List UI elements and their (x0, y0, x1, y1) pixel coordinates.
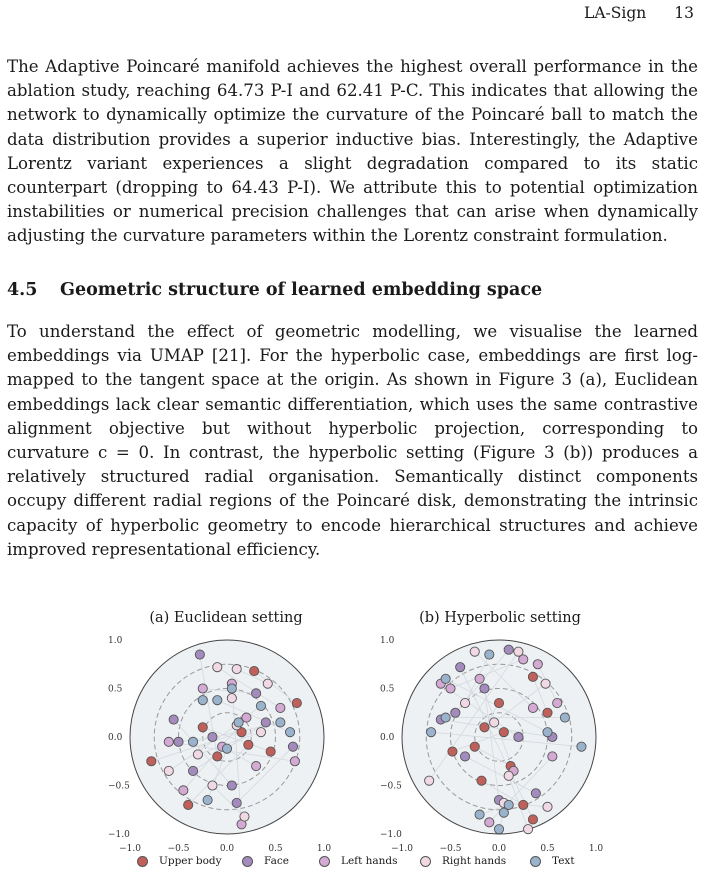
legend-marker-upper-body (137, 856, 148, 867)
point-b-upper-body-4 (470, 742, 479, 751)
legend-marker-text (530, 856, 541, 867)
point-a-text-6 (256, 701, 265, 710)
point-b-upper-body-0 (480, 723, 489, 732)
section-title: Geometric structure of learned embedding space (60, 280, 543, 300)
point-a-upper-body-8 (213, 752, 222, 761)
point-b-right-hands-5 (541, 679, 550, 688)
point-b-text-10 (543, 728, 552, 737)
figure-b-title: (b) Hyperbolic setting (419, 610, 581, 626)
point-a-face-1 (169, 715, 178, 724)
point-b-right-hands-8 (524, 825, 533, 834)
point-a-text-1 (213, 696, 222, 705)
point-b-upper-body-9 (448, 747, 457, 756)
xtick-b-2: 0.0 (491, 844, 507, 854)
point-a-upper-body-0 (250, 666, 259, 675)
ytick-b-1: −0.5 (380, 781, 402, 792)
ytick-a-1: −0.5 (108, 781, 130, 792)
ytick-a-0: −1.0 (108, 830, 130, 840)
point-a-upper-body-3 (147, 757, 156, 766)
point-a-face-3 (261, 718, 270, 727)
point-b-upper-body-8 (499, 728, 508, 737)
section-heading (7, 280, 542, 300)
point-b-text-2 (560, 713, 569, 722)
point-a-upper-body-1 (292, 698, 301, 707)
point-a-face-5 (288, 742, 297, 751)
point-a-face-0 (195, 650, 204, 659)
point-a-left-hands-5 (179, 786, 188, 795)
point-a-right-hands-1 (232, 665, 241, 674)
point-b-upper-body-1 (494, 698, 503, 707)
point-a-upper-body-7 (266, 747, 275, 756)
point-a-text-9 (198, 696, 207, 705)
figure-legend (130, 855, 590, 871)
point-a-face-9 (252, 689, 261, 698)
point-a-upper-body-6 (198, 723, 207, 732)
legend-item-right-hands (420, 855, 506, 867)
point-a-left-hands-0 (198, 684, 207, 693)
point-b-face-0 (456, 663, 465, 672)
point-b-text-7 (475, 810, 484, 819)
point-a-text-7 (276, 718, 285, 727)
point-a-right-hands-6 (256, 728, 265, 737)
point-b-left-hands-2 (553, 698, 562, 707)
point-b-upper-body-10 (528, 815, 537, 824)
page-number: 13 (674, 4, 694, 22)
point-b-left-hands-8 (548, 752, 557, 761)
legend-label-face: Face (264, 855, 289, 867)
ytick-b-4: 1.0 (380, 636, 395, 646)
paragraph-geometry: To understand the effect of geometric modelling, we visualise the learned embeddings via UMAP [21]. For the hyperbolic case, embeddings are first log-mapped to the tangent space at the origin. As shown in Figure 3 (a), Euclidean embeddings lack clear semantic differentiation, which uses the same contrastive alignment objective but without hyperbolic projection, corresponding to curvature c = 0. In contrast, the hyperbolic setting (Figure 3 (b)) produces a relatively structured radial organisation. Semantically distinct components occupy different radial regions of the Poincaré disk, demonstrating the intrinsic capacity of hyperbolic geometry to encode hierarchical structures and achieve improved representational efficiency. (7, 322, 698, 559)
point-b-text-1 (441, 713, 450, 722)
xtick-a-1: −0.5 (167, 844, 190, 854)
point-b-right-hands-2 (425, 776, 434, 785)
point-a-upper-body-4 (184, 800, 193, 809)
legend-marker-face (242, 856, 253, 867)
point-a-text-0 (227, 684, 236, 693)
legend-label-upper-body: Upper body (159, 855, 222, 867)
point-b-face-5 (460, 752, 469, 761)
point-a-text-2 (285, 728, 294, 737)
xtick-b-0: −1.0 (391, 844, 413, 854)
point-b-text-5 (494, 825, 503, 834)
point-a-right-hands-7 (240, 812, 249, 821)
xtick-a-3: 0.5 (268, 844, 283, 854)
point-a-upper-body-5 (244, 740, 253, 749)
point-b-text-0 (485, 650, 494, 659)
point-b-right-hands-7 (504, 771, 513, 780)
running-head (294, 4, 694, 22)
ytick-b-2: 0.0 (380, 733, 395, 743)
point-b-left-hands-7 (485, 818, 494, 827)
legend-item-text (530, 855, 575, 867)
legend-label-text: Text (552, 855, 575, 867)
paragraph-ablation: The Adaptive Poincaré manifold achieves the highest overall performance in the ablation study, reaching 64.73 P-I and 62.41 P-C. This indicates that allowing the network to dynamically optimize the curvature of the Poincaré ball to match the data distribution provides a superior inductive bias. Interestingly, the Adaptive Lorentz variant experiences a slight degradation compared to its static counterpart (dropping to 64.43 P-I). We attribute this to potential optimization instabilities or numerical precision challenges that can arise when dynamically adjusting the curvature parameters within the Lorentz constraint formulation. (7, 57, 698, 246)
point-b-text-4 (427, 728, 436, 737)
xtick-b-3: 0.5 (540, 844, 555, 854)
point-b-face-6 (531, 789, 540, 798)
point-b-text-9 (441, 674, 450, 683)
legend-marker-right-hands (420, 856, 431, 867)
figure-3-plots (0, 630, 704, 855)
point-b-text-8 (504, 800, 513, 809)
section-number: 4.5 (7, 280, 38, 300)
point-a-left-hands-4 (164, 737, 173, 746)
running-head-title: LA-Sign (584, 4, 647, 22)
legend-item-upper-body (137, 855, 222, 867)
point-b-upper-body-3 (543, 708, 552, 717)
point-b-face-8 (480, 684, 489, 693)
point-a-face-7 (174, 737, 183, 746)
point-b-right-hands-3 (543, 802, 552, 811)
point-a-text-8 (188, 737, 197, 746)
point-b-right-hands-0 (470, 647, 479, 656)
point-a-text-5 (234, 718, 243, 727)
legend-label-left-hands: Left hands (341, 855, 398, 867)
point-a-face-2 (227, 781, 236, 790)
legend-item-left-hands (319, 855, 398, 867)
point-b-upper-body-6 (477, 776, 486, 785)
point-a-right-hands-0 (213, 663, 222, 672)
point-a-text-4 (222, 744, 231, 753)
legend-marker-left-hands (319, 856, 330, 867)
point-b-left-hands-5 (475, 674, 484, 683)
point-b-right-hands-6 (490, 718, 499, 727)
legend-item-face (242, 855, 289, 867)
point-b-left-hands-1 (533, 660, 542, 669)
ytick-a-3: 0.5 (108, 684, 123, 695)
point-a-right-hands-8 (208, 781, 217, 790)
point-a-text-3 (203, 795, 212, 804)
point-b-face-1 (504, 645, 513, 654)
xtick-b-4: 1.0 (588, 844, 604, 854)
point-b-right-hands-9 (460, 698, 469, 707)
point-a-left-hands-9 (276, 703, 285, 712)
point-a-right-hands-2 (263, 679, 272, 688)
point-b-face-2 (451, 708, 460, 717)
point-b-left-hands-9 (528, 703, 537, 712)
point-a-left-hands-3 (290, 757, 299, 766)
point-b-face-9 (514, 732, 523, 741)
point-b-text-3 (577, 742, 586, 751)
xtick-a-2: 0.0 (219, 844, 235, 854)
point-b-right-hands-1 (514, 647, 523, 656)
point-a-face-8 (208, 732, 217, 741)
point-b-upper-body-7 (519, 800, 528, 809)
ytick-a-4: 1.0 (108, 636, 123, 646)
xtick-a-0: −1.0 (119, 844, 141, 854)
point-a-face-4 (188, 766, 197, 775)
xtick-b-1: −0.5 (439, 844, 462, 854)
point-a-right-hands-5 (193, 750, 202, 759)
ytick-a-2: 0.0 (108, 733, 123, 743)
point-a-right-hands-3 (164, 766, 173, 775)
point-b-upper-body-2 (528, 672, 537, 681)
xtick-a-4: 1.0 (316, 844, 332, 854)
point-a-left-hands-8 (252, 762, 261, 771)
figure-a-title: (a) Euclidean setting (149, 610, 303, 626)
point-a-face-6 (232, 798, 241, 807)
ytick-b-0: −1.0 (380, 830, 402, 840)
legend-label-right-hands: Right hands (442, 855, 507, 867)
ytick-b-3: 0.5 (380, 684, 395, 695)
point-a-right-hands-9 (227, 694, 236, 703)
point-b-left-hands-4 (446, 684, 455, 693)
